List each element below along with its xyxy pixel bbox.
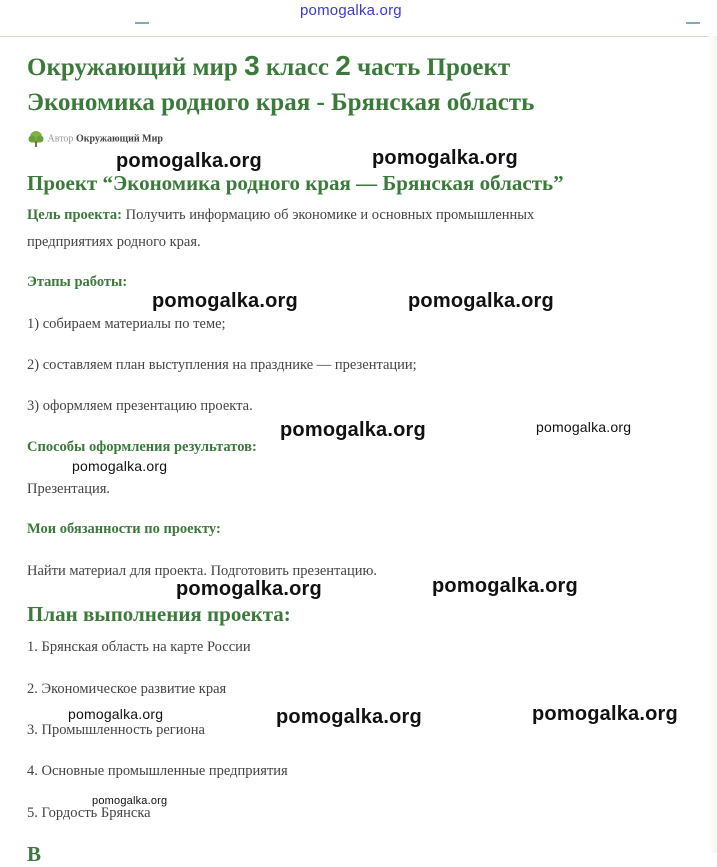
watermark: pomogalka.org [532, 703, 678, 725]
next-heading-cut: В [27, 842, 42, 866]
header-dash [135, 22, 149, 24]
watermark: pomogalka.org [276, 706, 422, 728]
plan-item: 3. Промышленность региона [27, 722, 205, 738]
plan-item: 1. Брянская область на карте России [27, 639, 251, 655]
watermark: pomogalka.org [408, 290, 554, 312]
plan-item: 4. Основные промышленные предприятия [27, 763, 288, 779]
right-edge-shadow [709, 36, 717, 853]
stages-label: Этапы работы: [27, 274, 128, 290]
tree-icon [27, 130, 45, 148]
project-heading: Проект “Экономика родного края — Брянская область” [27, 171, 564, 195]
title-text: Окружающий мир [27, 54, 245, 81]
header-dash [686, 22, 700, 24]
duties-text: Найти материал для проекта. Подготовить презентацию. [27, 563, 377, 579]
watermark: pomogalka.org [280, 419, 426, 441]
project-goal [27, 202, 534, 256]
title-grade: 3 [244, 50, 260, 81]
watermark: pomogalka.org [116, 150, 262, 172]
watermark: pomogalka.org [372, 147, 518, 169]
title-text: часть Проект [350, 54, 511, 81]
stage-item: 1) собираем материалы по теме; [27, 316, 226, 332]
watermark: pomogalka.org [152, 290, 298, 312]
page-title [27, 48, 667, 120]
title-part: 2 [335, 50, 351, 81]
watermark: pomogalka.org [72, 458, 168, 474]
duties-label: Мои обязанности по проекту: [27, 521, 221, 537]
goal-label: Цель проекта: [27, 207, 122, 223]
goal-text: Получить информацию об экономике и основных промышленных [121, 207, 535, 223]
stage-item: 3) оформляем презентацию проекта. [27, 398, 253, 414]
title-line2: Экономика родного края - Брянская область [27, 89, 535, 116]
site-logo[interactable]: pomogalka.org [300, 2, 402, 19]
plan-item: 2. Экономическое развитие края [27, 681, 227, 697]
author-name[interactable]: Окружающий Мир [75, 133, 163, 145]
watermark: pomogalka.org [68, 706, 164, 722]
title-text: класс [259, 54, 336, 81]
watermark: pomogalka.org [432, 575, 578, 597]
author-line [27, 130, 163, 148]
format-label: Способы оформления результатов: [27, 439, 257, 455]
watermark: pomogalka.org [176, 578, 322, 600]
goal-text: предприятиях родного края. [27, 234, 201, 250]
watermark: pomogalka.org [536, 419, 632, 435]
author-prefix: Автор [47, 133, 74, 145]
plan-heading: План выполнения проекта: [27, 602, 291, 626]
plan-item: 5. Гордость Брянска [27, 805, 151, 821]
format-text: Презентация. [27, 481, 111, 497]
site-header [0, 0, 717, 37]
watermark: pomogalka.org [92, 795, 168, 807]
stage-item: 2) составляем план выступления на празднике — презентации; [27, 357, 417, 373]
